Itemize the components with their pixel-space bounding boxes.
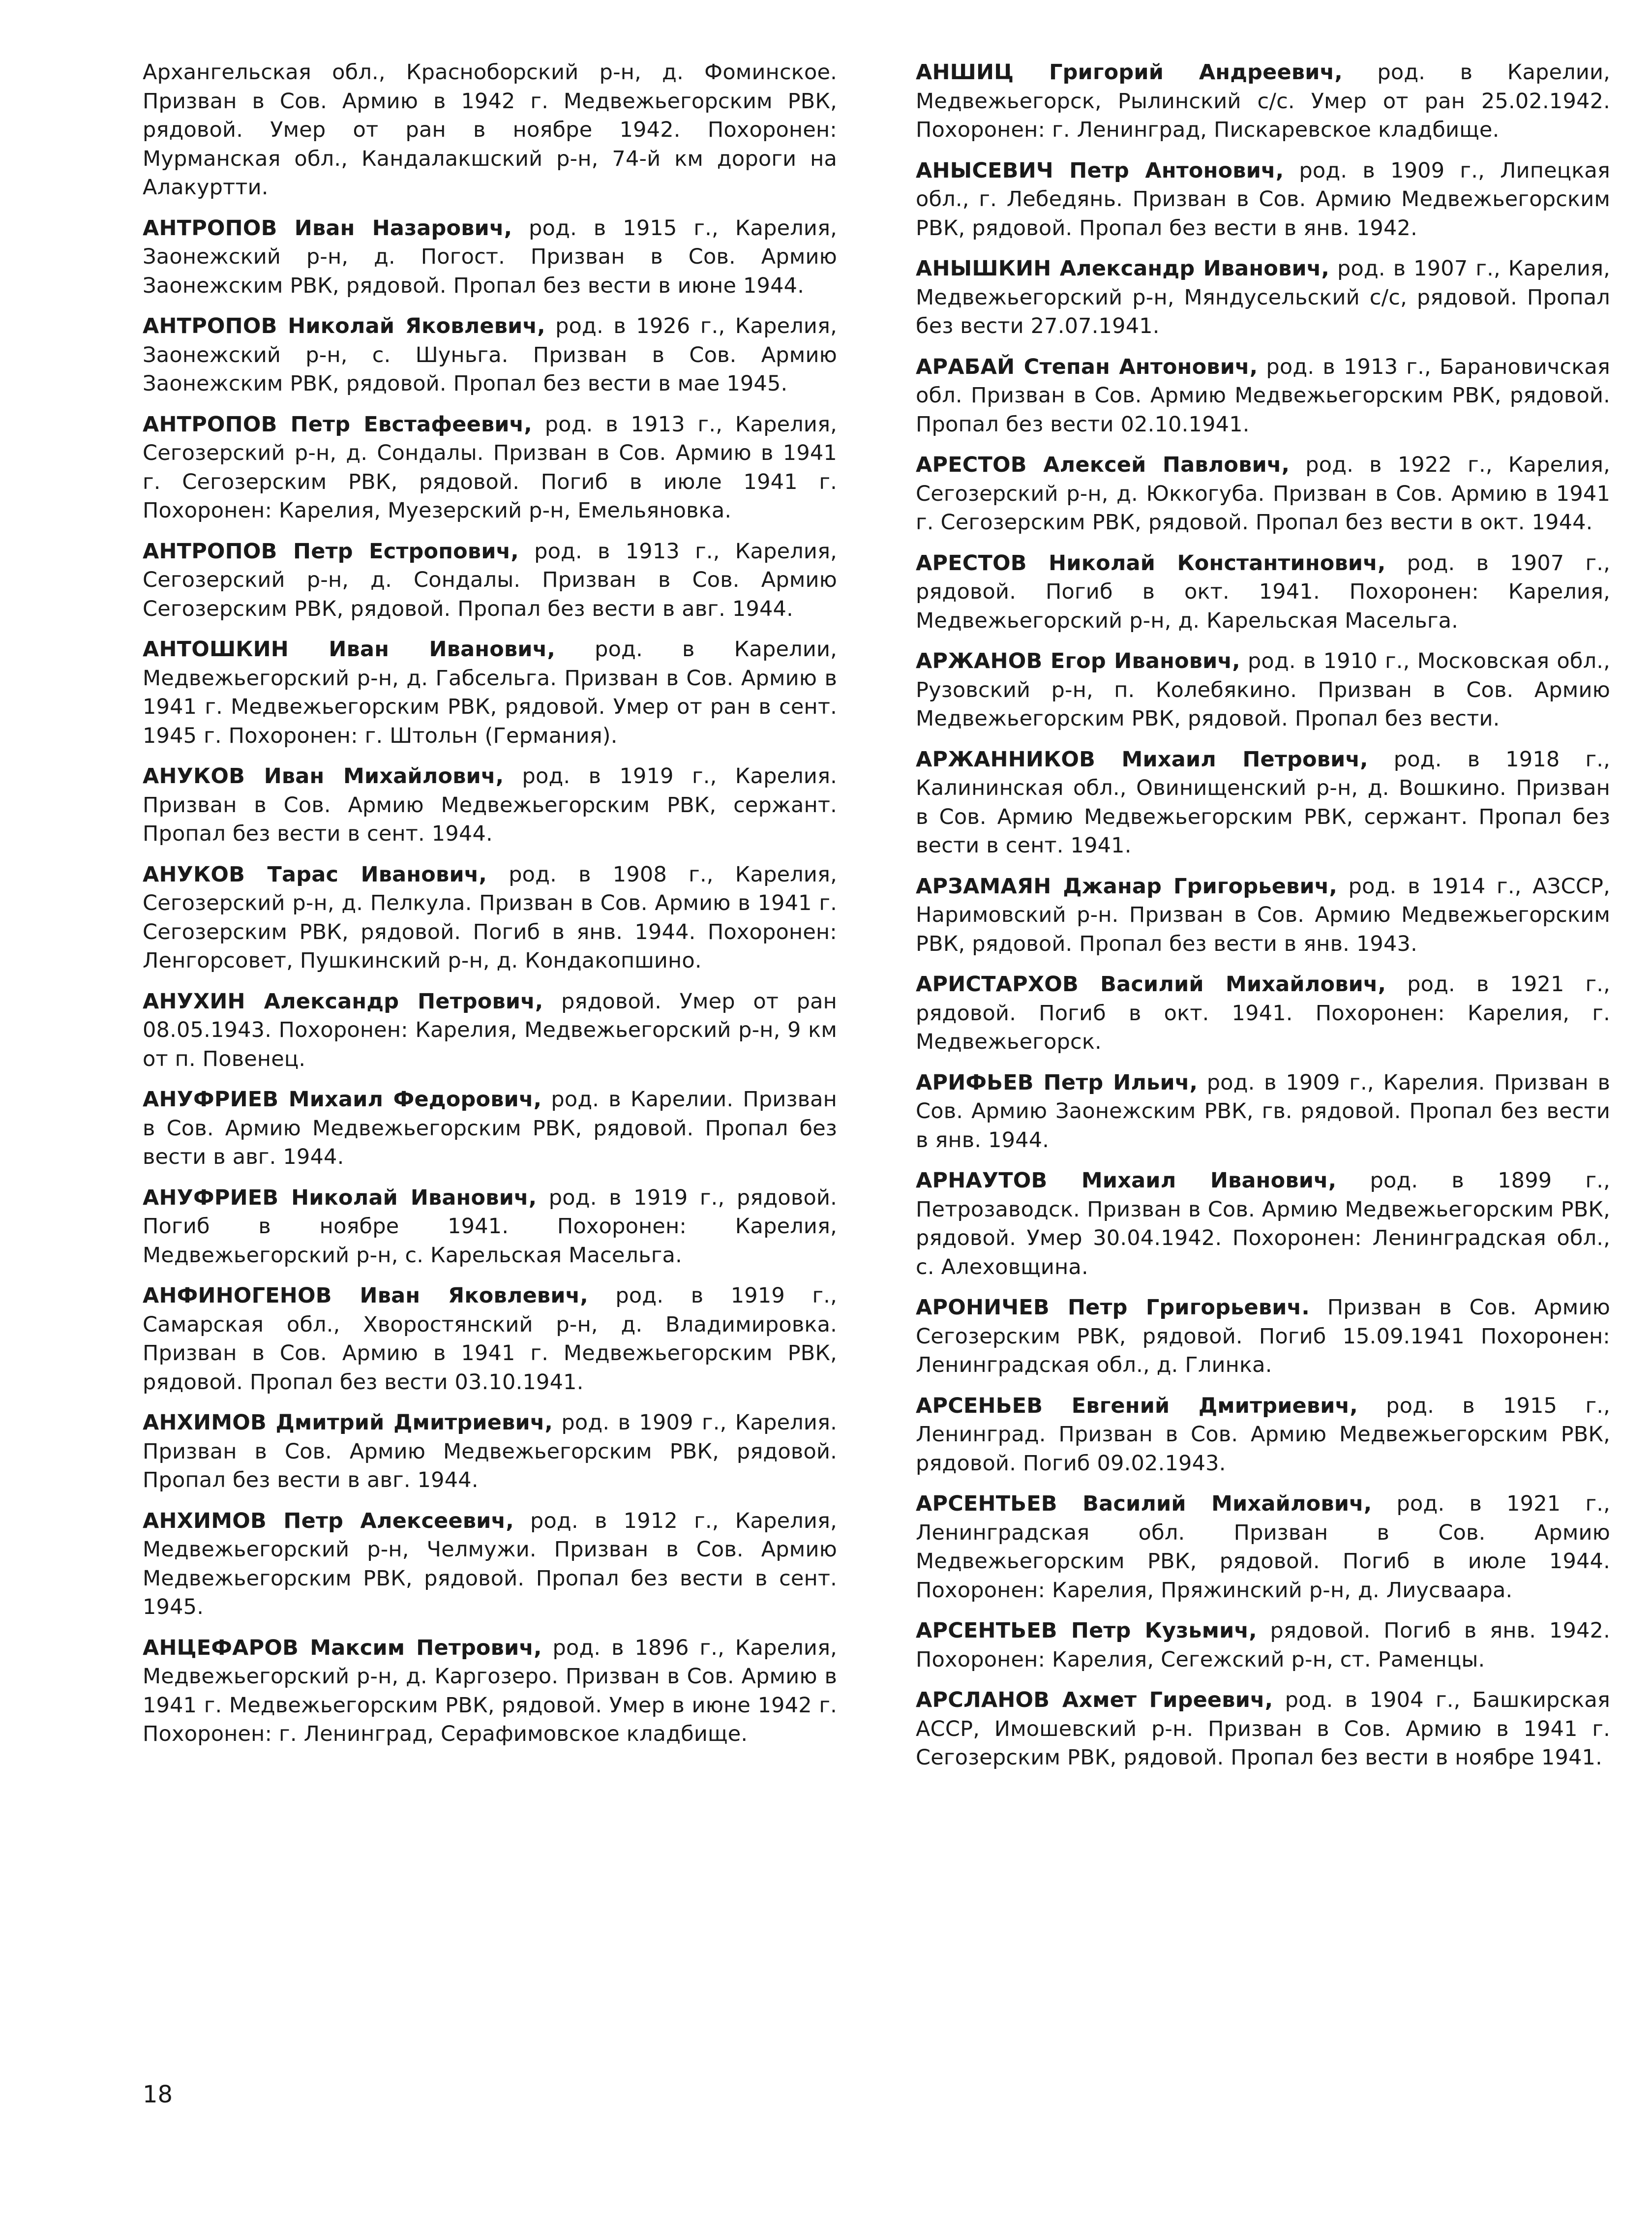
- entry: [916, 1293, 1610, 1380]
- entry-name: АНЦЕФАРОВ Максим Петрович,: [143, 1635, 542, 1660]
- entry: [916, 58, 1610, 145]
- entry-name: АНУКОВ Тарас Иванович,: [143, 862, 487, 887]
- entry-text: род. в 1921 г., Ленинградская обл. Призван в Сов. Армию Медвежьегорским РВК, рядовой. Погиб в июле 1944. Похоронен: Карелия, Пряжинский р-н, д. Лиусваара.: [916, 1491, 1610, 1603]
- entry: [143, 1634, 837, 1749]
- entry: [916, 647, 1610, 733]
- entry-name: АНФИНОГЕНОВ Иван Яковлевич,: [143, 1283, 588, 1308]
- entry: [916, 1166, 1610, 1281]
- entry: [916, 1068, 1610, 1155]
- entry-text: род. в 1904 г., Башкирская АССР, Имошевский р-н. Призван в Сов. Армию в 1941 г. Сегозерским РВК, рядовой. Пропал без вести в ноябре 1941.: [916, 1688, 1611, 1770]
- entry: [916, 1616, 1610, 1674]
- entry-name: АРЕСТОВ Алексей Павлович,: [916, 453, 1290, 477]
- entry: [916, 156, 1610, 243]
- entry: [143, 987, 837, 1074]
- entry: [916, 1489, 1610, 1605]
- entry-name: АНУХИН Александр Петрович,: [143, 989, 543, 1014]
- entry-text: род. в Карелии, Медвежьегорский р-н, д. Габсельга. Призван в Сов. Армию в 1941 г. Медвежьегорским РВК, рядовой. Умер от ран в сент. 1945 г. Похоронен: г. Штольн (Германия).: [143, 637, 837, 748]
- entry: [916, 353, 1610, 439]
- entry: [143, 214, 837, 301]
- entry-text: род. в 1908 г., Карелия, Сегозерский р-н, д. Пелкула. Призван в Сов. Армию в 1941 г. Сегозерским РВК, рядовой. Погиб в янв. 1944. Похоронен: Ленгорсовет, Пушкинский р-н, д. Кондакопшино.: [143, 862, 837, 973]
- entry: [143, 1184, 837, 1270]
- entry-text: род. в 1910 г., Московская обл., Рузовский р-н, п. Колебякино. Призван в Сов. Армию Медвежьегорским РВК, рядовой. Пропал без вести.: [916, 649, 1610, 731]
- entry: [916, 549, 1610, 636]
- entry-name: АРОНИЧЕВ Петр Григорьевич.: [916, 1295, 1310, 1320]
- left-column: [143, 58, 837, 1761]
- entry-name: АНЫСЕВИЧ Петр Антонович,: [916, 158, 1284, 183]
- entry-text: род. в 1907 г., Карелия, Медвежьегорский р-н, Мяндусельский с/с, рядовой. Пропал без вести 27.07.1941.: [916, 256, 1610, 338]
- entry-text: род. в 1919 г., Карелия. Призван в Сов. Армию Медвежьегорским РВК, сержант. Пропал без вести в сент. 1944.: [143, 764, 837, 846]
- entry-text: род. в 1915 г., Ленинград. Призван в Сов. Армию Медвежьегорским РВК, рядовой. Погиб 09.02.1943.: [916, 1393, 1610, 1476]
- entry-text: Архангельская обл., Красноборский р-н, д. Фоминское. Призван в Сов. Армию в 1942 г. Медвежьегорским РВК, рядовой. Умер от ран в ноябре 1942. Похоронен: Мурманская обл., Кандалакшский р-н, 74-й км дороги на Алакуртти.: [143, 60, 837, 200]
- entry: [143, 860, 837, 975]
- entry-name: АНУФРИЕВ Николай Иванович,: [143, 1185, 537, 1210]
- entry: [916, 872, 1610, 959]
- entry-text: род. в 1913 г., Барановичская обл. Призван в Сов. Армию Медвежьегорским РВК, рядовой. Пропал без вести 02.10.1941.: [916, 354, 1610, 437]
- entry-name: АРСЕНТЬЕВ Петр Кузьмич,: [916, 1618, 1257, 1643]
- entry: [143, 312, 837, 398]
- entry-name: АНТОШКИН Иван Иванович,: [143, 637, 556, 662]
- entry: [143, 1085, 837, 1172]
- page-number: 18: [143, 2081, 173, 2108]
- entry: [143, 635, 837, 750]
- entry-name: АРСЛАНОВ Ахмет Гиреевич,: [916, 1688, 1273, 1712]
- entry-name: АНХИМОВ Дмитрий Дмитриевич,: [143, 1410, 553, 1435]
- entry-text: род. в 1922 г., Карелия, Сегозерский р-н, д. Юккогуба. Призван в Сов. Армию в 1941 г. Сегозерским РВК, рядовой. Пропал без вести в окт. 1944.: [916, 453, 1610, 535]
- entry-text: род. в 1909 г., Карелия. Призван в Сов. Армию Медвежьегорским РВК, рядовой. Пропал без вести в авг. 1944.: [143, 1410, 837, 1492]
- entry-name: АНТРОПОВ Николай Яковлевич,: [143, 314, 545, 338]
- entry-text: род. в 1926 г., Карелия, Заонежский р-н, с. Шуньга. Призван в Сов. Армию Заонежским РВК, рядовой. Пропал без вести в мае 1945.: [143, 314, 837, 396]
- entry-name: АРАБАЙ Степан Антонович,: [916, 354, 1258, 379]
- entry-name: АРИСТАРХОВ Василий Михайлович,: [916, 972, 1386, 997]
- entry-text: Призван в Сов. Армию Сегозерским РВК, рядовой. Погиб 15.09.1941 Похоронен: Ленинградская обл., д. Глинка.: [916, 1295, 1610, 1377]
- entry-text: род. в 1909 г., Карелия. Призван в Сов. Армию Заонежским РВК, гв. рядовой. Пропал без вести в янв. 1944.: [916, 1070, 1610, 1153]
- entry: [143, 537, 837, 624]
- entry-text: род. в 1912 г., Карелия, Медвежьегорский р-н, Челмужи. Призван в Сов. Армию Медвежьегорским РВК, рядовой. Пропал без вести в сент. 1945.: [143, 1508, 837, 1619]
- entry-name: АРСЕНЬЕВ Евгений Дмитриевич,: [916, 1393, 1358, 1418]
- entry-name: АНТРОПОВ Петр Евстафеевич,: [143, 412, 532, 437]
- entry: [143, 58, 837, 202]
- entry: [143, 1281, 837, 1397]
- entry: [143, 1507, 837, 1622]
- entry-text: род. в 1921 г., рядовой. Погиб в окт. 1941. Похоронен: Карелия, г. Медвежьегорск.: [916, 972, 1610, 1054]
- entry-text: род. в 1913 г., Карелия, Сегозерский р-н, д. Сондалы. Призван в Сов. Армию в 1941 г. Сегозерским РВК, рядовой. Погиб в июле 1941 г. Похоронен: Карелия, Муезерский р-н, Емельяновка.: [143, 412, 838, 523]
- entry-text: род. в 1896 г., Карелия, Медвежьегорский р-н, д. Каргозеро. Призван в Сов. Армию в 1941 г. Медвежьегорским РВК, рядовой. Умер в июне 1942 г. Похоронен: г. Ленинград, Серафимовское кладбище.: [143, 1635, 837, 1746]
- entry-text: род. в Карелии. Призван в Сов. Армию Медвежьегорским РВК, рядовой. Пропал без вести в авг. 1944.: [143, 1087, 837, 1169]
- entry-name: АРЖАНОВ Егор Иванович,: [916, 649, 1240, 673]
- entry-text: род. в Карелии, Медвежьегорск, Рылинский с/с. Умер от ран 25.02.1942. Похоронен: г. Ленинград, Пискаревское кладбище.: [916, 60, 1610, 142]
- entry-name: АРЕСТОВ Николай Константинович,: [916, 550, 1386, 576]
- entry-text: род. в 1919 г., рядовой. Погиб в ноябре 1941. Похоронен: Карелия, Медвежьегорский р-н, с. Карельская Масельга.: [143, 1185, 837, 1268]
- entry-text: род. в 1914 г., АЗССР, Наримовский р-н. Призван в Сов. Армию Медвежьегорским РВК, рядовой. Пропал без вести в янв. 1943.: [916, 874, 1611, 956]
- entry-text: род. в 1913 г., Карелия, Сегозерский р-н, д. Сондалы. Призван в Сов. Армию Сегозерским РВК, рядовой. Пропал без вести в авг. 1944.: [143, 539, 838, 621]
- entry: [916, 745, 1610, 860]
- entry: [916, 1392, 1610, 1478]
- entry-name: АНУФРИЕВ Михаил Федорович,: [143, 1087, 542, 1112]
- entry-text: рядовой. Погиб в янв. 1942. Похоронен: Карелия, Сегежский р-н, ст. Раменцы.: [916, 1618, 1610, 1672]
- entry-name: АРЗАМАЯН Джанар Григорьевич,: [916, 874, 1338, 899]
- entry-text: род. в 1915 г., Карелия, Заонежский р-н, д. Погост. Призван в Сов. Армию Заонежским РВК, рядовой. Пропал без вести в июне 1944.: [143, 215, 838, 298]
- entry-text: род. в 1919 г., Самарская обл., Хворостянский р-н, д. Владимировка. Призван в Сов. Армию в 1941 г. Медвежьегорским РВК, рядовой. Пропал без вести 03.10.1941.: [143, 1283, 837, 1395]
- entry-text: рядовой. Умер от ран 08.05.1943. Похоронен: Карелия, Медвежьегорский р-н, 9 км от п. Повенец.: [143, 989, 837, 1071]
- entry-name: АРИФЬЕВ Петр Ильич,: [916, 1070, 1198, 1095]
- entry: [143, 762, 837, 849]
- entry-text: род. в 1899 г., Петрозаводск. Призван в Сов. Армию Медвежьегорским РВК, рядовой. Умер 30.04.1942. Похоронен: Ленинградская обл., с. Алеховщина.: [916, 1168, 1610, 1279]
- entry-text: род. в 1909 г., Липецкая обл., г. Лебедянь. Призван в Сов. Армию Медвежьегорским РВК, рядовой. Пропал без вести в янв. 1942.: [916, 158, 1610, 241]
- entry-name: АНШИЦ Григорий Андреевич,: [916, 60, 1343, 85]
- entry: [916, 451, 1610, 537]
- entry-name: АНХИМОВ Петр Алексеевич,: [143, 1508, 514, 1533]
- entry-name: АНТРОПОВ Петр Естропович,: [143, 539, 519, 564]
- entry-name: АНЫШКИН Александр Иванович,: [916, 256, 1330, 281]
- entry: [143, 1408, 837, 1495]
- entry-text: род. в 1918 г., Калининская обл., Овинищенский р-н, д. Вошкино. Призван в Сов. Армию Медвежьегорским РВК, сержант. Пропал без вести в сент. 1941.: [916, 747, 1610, 858]
- entry-text: род. в 1907 г., рядовой. Погиб в окт. 1941. Похоронен: Карелия, Медвежьегорский р-н, д. Карельская Масельга.: [916, 550, 1610, 633]
- entry-name: АНТРОПОВ Иван Назарович,: [143, 215, 512, 241]
- entry-name: АНУКОВ Иван Михайлович,: [143, 764, 504, 789]
- entry: [916, 254, 1610, 341]
- entry: [143, 410, 837, 525]
- right-column: [916, 58, 1610, 1784]
- entry: [916, 970, 1610, 1057]
- entry-name: АРЖАННИКОВ Михаил Петрович,: [916, 747, 1368, 772]
- entry-name: АРНАУТОВ Михаил Иванович,: [916, 1168, 1337, 1193]
- entry: [916, 1686, 1610, 1772]
- entry-name: АРСЕНТЬЕВ Василий Михайлович,: [916, 1491, 1372, 1516]
